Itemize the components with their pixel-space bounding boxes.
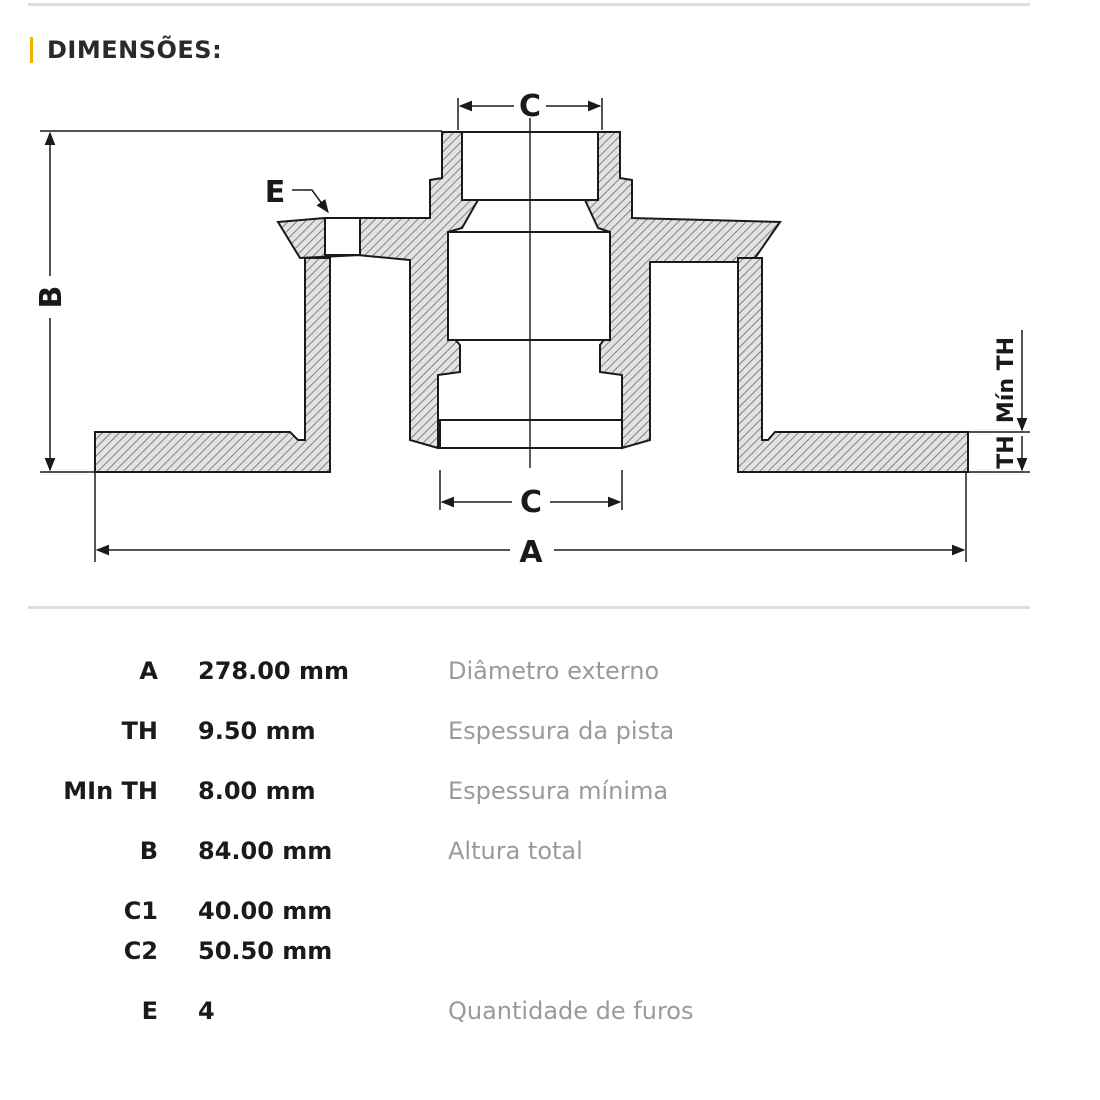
spec-value: 84.00 mm [198,837,333,865]
label-c-top: C [518,89,542,124]
spec-description: Altura total [448,837,583,865]
spec-description: Espessura da pista [448,717,675,745]
label-c-bottom: C [519,485,543,520]
dim-b [40,131,442,472]
accent-bar [30,37,33,63]
spec-row-a [0,651,1100,691]
spec-row-min-th [0,771,1100,811]
label-e: E [264,175,286,210]
mid-divider [28,606,1030,609]
spec-key: E [141,997,158,1025]
spec-description: Espessura mínima [448,777,669,805]
spec-value: 40.00 mm [198,897,333,925]
spec-value: 4 [198,997,215,1025]
spec-row-e [0,991,1100,1031]
spec-value: 8.00 mm [198,777,316,805]
label-min-th: Mín TH [994,336,1019,424]
spec-key: C2 [123,937,158,965]
label-b: B [34,285,69,309]
spec-row-b [0,831,1100,871]
spec-key: B [139,837,158,865]
spec-description: Quantidade de furos [448,997,694,1025]
label-a: A [519,535,543,570]
section-title: DIMENSÕES: [47,36,223,64]
spec-value: 50.50 mm [198,937,333,965]
section-header [30,34,222,66]
spec-key: A [139,657,158,685]
spec-value: 278.00 mm [198,657,349,685]
label-th: TH [994,435,1019,469]
spec-row-th [0,711,1100,751]
spec-key: TH [121,717,158,745]
spec-value: 9.50 mm [198,717,316,745]
bolt-hole [325,218,360,255]
top-divider [28,3,1030,6]
spec-description: Diâmetro externo [448,657,660,685]
bore [325,132,622,448]
spec-key: C1 [123,897,158,925]
spec-row-c2 [0,931,1100,971]
spec-key: MIn TH [63,777,158,805]
spec-row-c1 [0,891,1100,931]
leader-e [292,190,328,212]
left-rotor [95,258,330,472]
right-rotor [738,258,968,472]
brake-disc-drawing [0,80,1100,590]
